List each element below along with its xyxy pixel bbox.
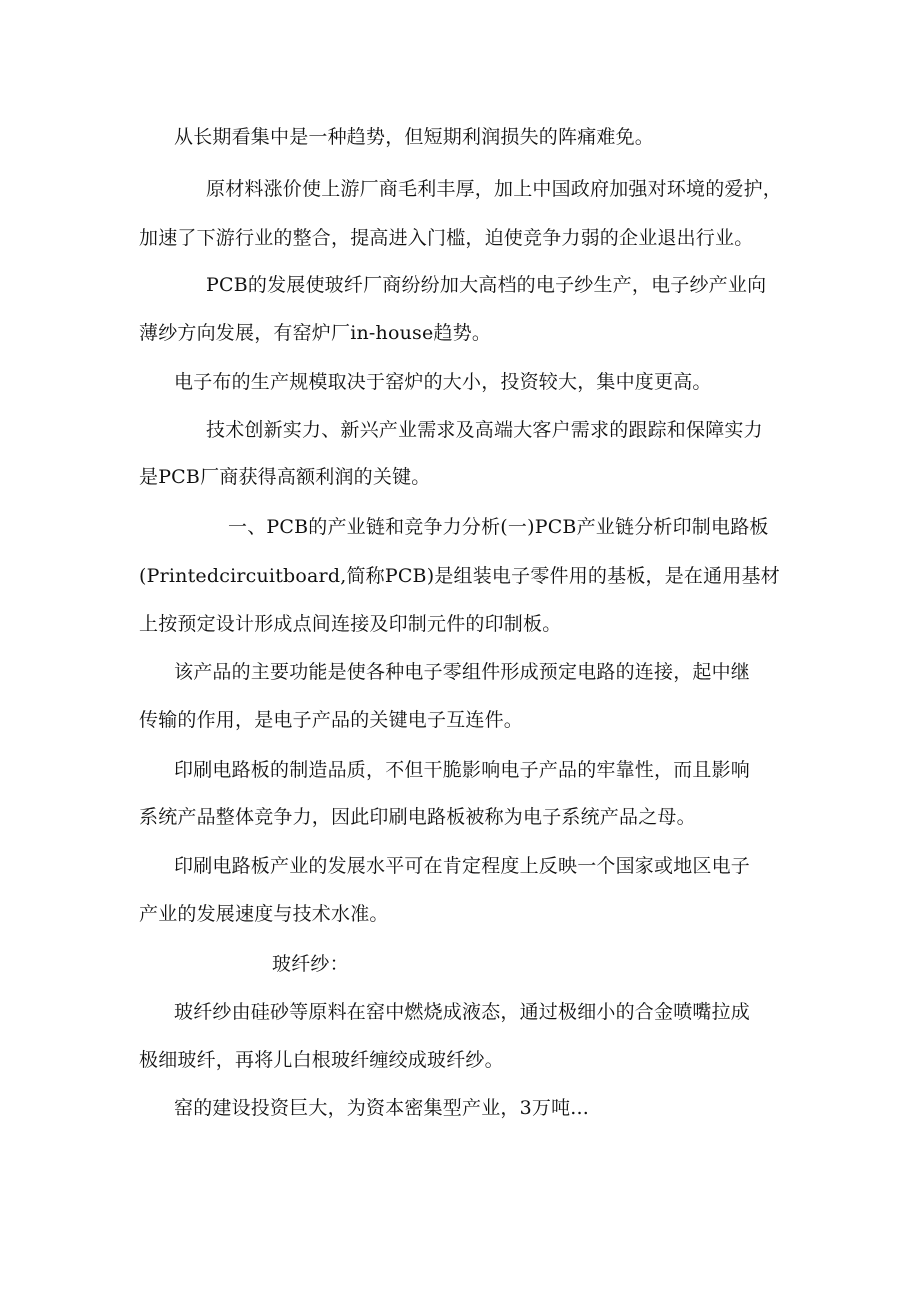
para-manufacturing-quality-line-1: 印刷电路板的制造品质，不但干脆影响电子产品的牢靠性，而且影响	[174, 759, 751, 781]
para-innovation-key-line-2: 是PCB厂商获得高额利润的关键。	[139, 466, 431, 488]
para-development-level-line-1: 印刷电路板产业的发展水平可在肯定程度上反映一个国家或地区电子	[174, 855, 751, 877]
para-pcb-industry-chain-line-1: 一、PCB的产业链和竞争力分析(一)PCB产业链分析印制电路板	[228, 516, 769, 538]
para-innovation-key-line-1: 技术创新实力、新兴产业需求及高端大客户需求的跟踪和保障实力	[206, 419, 763, 441]
para-main-function-line-1: 该产品的主要功能是使各种电子零组件形成预定电路的连接，起中继	[174, 661, 751, 683]
para-electronic-cloth-scale-line-1: 电子布的生产规模取决于窑炉的大小，投资较大，集中度更高。	[174, 371, 712, 393]
para-kiln-investment-line-1: 窑的建设投资巨大，为资本密集型产业，3万吨...	[174, 1097, 590, 1119]
para-glass-fiber-process-line-1: 玻纤纱由硅砂等原料在窑中燃烧成液态，通过极细小的合金喷嘴拉成	[174, 1001, 751, 1023]
para-pcb-industry-chain-line-2: (Printedcircuitboard,简称PCB)是组装电子零件用的基板，是在通用基材	[139, 565, 780, 587]
para-pcb-industry-chain-line-3: 上按预定设计形成点间连接及印制元件的印制板。	[139, 613, 562, 635]
para-development-level-line-2: 产业的发展速度与技术水准。	[139, 903, 389, 925]
para-concentration-trend-line-1: 从长期看集中是一种趋势，但短期利润损失的阵痛难免。	[174, 126, 655, 148]
para-raw-material-prices-line-2: 加速了下游行业的整合，提高进入门槛，迫使竞争力弱的企业退出行业。	[139, 227, 754, 249]
para-manufacturing-quality-line-2: 系统产品整体竞争力，因此印刷电路板被称为电子系统产品之母。	[139, 806, 696, 828]
para-raw-material-prices-line-1: 原材料涨价使上游厂商毛利丰厚，加上中国政府加强对环境的爱护，	[206, 178, 783, 200]
para-pcb-electronic-yarn-line-2: 薄纱方向发展，有窑炉厂in-house趋势。	[139, 322, 492, 344]
para-glass-fiber-process-line-2: 极细玻纤，再将儿白根玻纤缠绞成玻纤纱。	[139, 1049, 504, 1071]
section-heading-glass-fiber-yarn: 玻纤纱：	[272, 953, 349, 975]
para-pcb-electronic-yarn-line-1: PCB的发展使玻纤厂商纷纷加大高档的电子纱生产，电子纱产业向	[206, 274, 767, 296]
para-main-function-line-2: 传输的作用，是电子产品的关键电子互连件。	[139, 709, 524, 731]
